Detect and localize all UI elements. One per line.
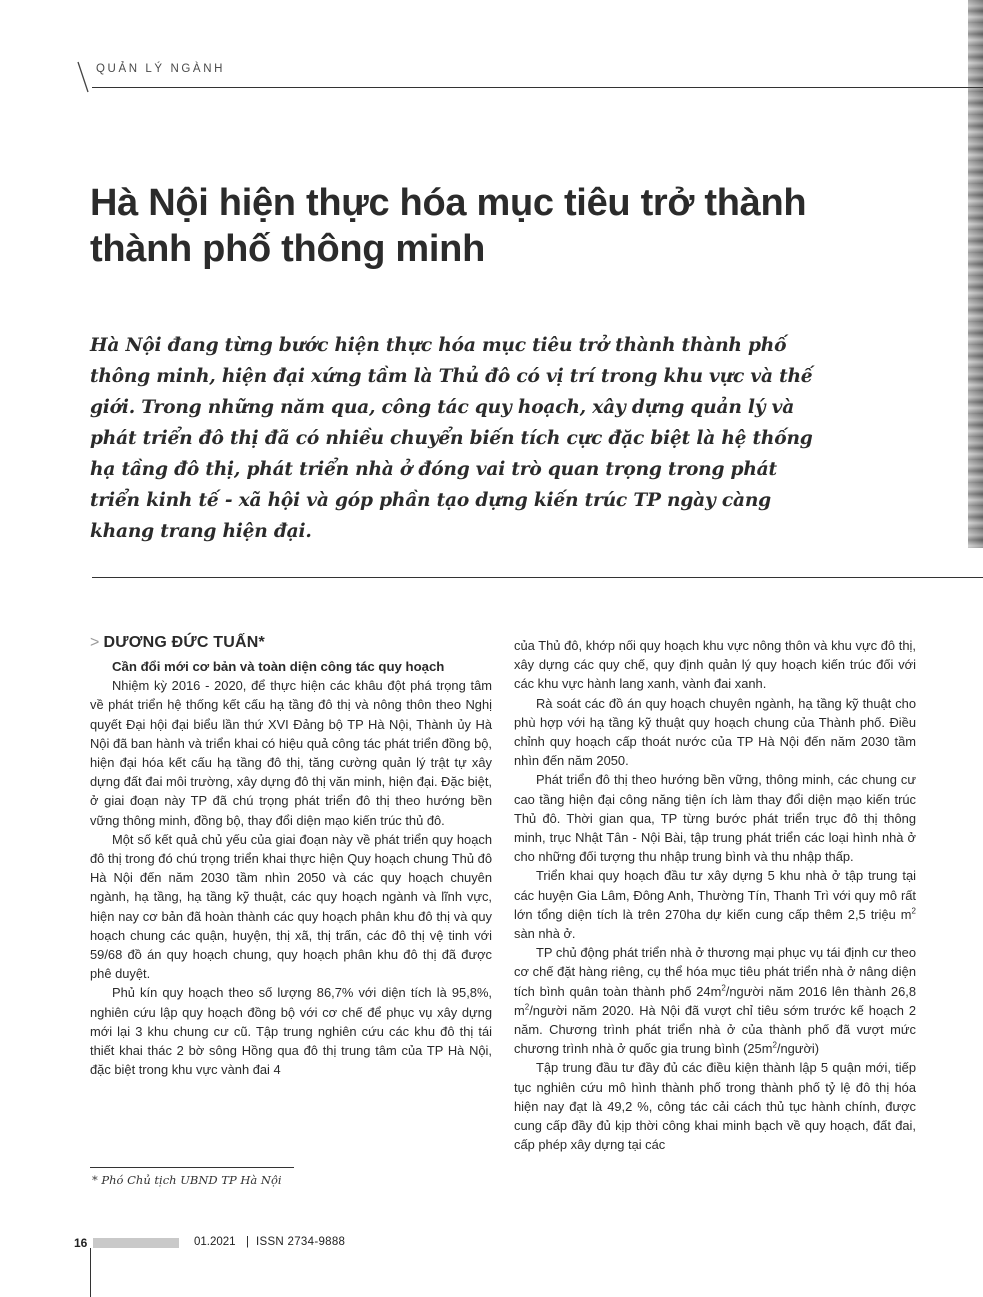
- body-paragraph: Rà soát các đồ án quy hoạch chuyên ngành, hạ tầng kỹ thuật cho phù hợp với hạ tầng kỹ thuật quy hoạch chung của Thành phố. Điều chỉnh quy hoạch cấp thoát nước của TP Hà Nội đến năm 2030 tầm nhìn đến năm 2050.: [514, 695, 916, 769]
- body-paragraph: của Thủ đô, khớp nối quy hoạch khu vực nông thôn và khu vực đô thị, xây dựng các quy chế, quy định quản lý quy hoạch kiến trúc đối với các khu vực hành lang xanh, vành đai xanh.: [514, 638, 916, 692]
- author-marker: >: [90, 634, 100, 651]
- body-paragraph: Một số kết quả chủ yếu của giai đoạn này về phát triển quy hoạch đô thị trong đó chú trọng triển khai thực hiện Quy hoạch chung Thủ đô Hà Nội đến năm 2030 tầm nhìn 2050 và các quy hoạch chuyên ngành, hạ tầng, hạ tầng kỹ thuật, các quy hoạch ngành và lĩnh vực, hiện nay cơ bản đã hoàn thành các quy hoạch phân khu đô thị và quy hoạch chung các quận, huyện, thị xã, thị trấn, các đô thị vệ tinh với 59/68 đồ án quy hoạch chung, quy hoạch phân khu đô thị đã được phê duyệt.: [90, 831, 492, 982]
- footnote: * Phó Chủ tịch UBND TP Hà Nội: [92, 1173, 282, 1187]
- section-subheading: Cần đổi mới cơ bản và toàn diện công tác quy hoạch: [112, 659, 445, 674]
- magazine-name-logo: [93, 1238, 179, 1248]
- author-name: DƯƠNG ĐỨC TUẤN*: [103, 634, 265, 651]
- issn: ISSN 2734-9888: [256, 1236, 346, 1248]
- body-paragraph: Phủ kín quy hoạch theo số lượng 86,7% với diện tích là 95,8%, nghiên cứu lập quy hoạch đồng bộ với cơ chế để phục vụ xây dựng mới lại 3 khu chung cư cũ. Tập trung nghiên cứu các khu đô thị tái thiết khai thác 2 bờ sông Hồng qua đô thị trung tâm của TP Hà Nội, đặc biệt trong khu vực vành đai 4: [90, 985, 492, 1078]
- footer-vertical-rule: [90, 1248, 91, 1297]
- body-paragraph: Nhiệm kỳ 2016 - 2020, để thực hiện các khâu đột phá trọng tâm về phát triển hệ thống kết cấu hạ tầng đô thị và nông thôn theo Nghị quyết Đại hội đại biểu lần thứ XVI Đảng bộ TP Hà Nội, Thành ủy Hà Nội đã ban hành và triển khai có hiệu quả công tác phát triển đồng bộ, hiện đại hóa kết cấu hạ tầng đô thị, tăng cường quản lý trật tự xây dựng đất đai môi trường, xây dựng đô thị văn minh, hiện đại. Đặc biệt, ở giai đoạn này TP đã chú trọng phát triển đô thị theo hướng bền vững thông minh, đồng bộ, thay đổi diện mạo kiến trúc thủ đô.: [90, 678, 492, 828]
- issue-date: 01.2021: [194, 1236, 236, 1248]
- article-lead: Hà Nội đang từng bước hiện thực hóa mục tiêu trở thành thành phố thông minh, hiện đại xứng tầm là Thủ đô có vị trí trong khu vực và thế giới. Trong những năm qua, công tác quy hoạch, xây dựng quản lý và phát triển đô thị đã có nhiều chuyển biến tích cực đặc biệt là hệ thống hạ tầng đô thị, phát triển nhà ở đóng vai trò quan trọng trong phát triển kinh tế - xã hội và góp phần tạo dựng kiến trúc TP ngày càng khang trang hiện đại.: [90, 335, 813, 542]
- body-paragraph: Phát triển đô thị theo hướng bền vững, thông minh, các chung cư cao tầng hiện đại công năng tiện ích làm thay đổi diện mạo kiến trúc Thủ đô. Thời gian qua, TP từng bước phát triển trục đô thị thông minh, trục Nhật Tân - Nội Bài, tập trung phát triển các loại hình nhà ở cho những đối tượng thu nhập trung bình và thu nhập thấp.: [514, 772, 916, 865]
- page-number: 16: [74, 1236, 88, 1250]
- header-rule: [92, 87, 983, 88]
- body-paragraph-housing: Triển khai quy hoạch đầu tư xây dựng 5 khu nhà ở tập trung tại các huyện Gia Lâm, Đông Anh, Thường Tín, Thanh Trì với quy mô rất lớn tổng diện tích là trên 270ha dự kiến cung cấp thêm 2,5 triệu $m^2$ sàn nhà ở.: [514, 868, 916, 942]
- section-slash-icon: [74, 60, 90, 94]
- body-column-right: [514, 636, 916, 1154]
- footer-separator: |: [246, 1236, 249, 1248]
- cover-photo-strip: [968, 0, 983, 548]
- body-paragraph-housing-area: TP chủ động phát triển nhà ở thương mại phục vụ tái định cư theo cơ chế đặt hàng riêng, cụ thể hóa mục tiêu phát triển nhà ở nâng diện tích bình quân toàn thành phố $24m^2$/người năm 2016 lên thành 26,8 $m^2$/người năm 2020. Hà Nội đã vượt chỉ tiêu sớm trước kế hoạch 2 năm. Chương trình phát triển nhà ở của thành phố đã vượt mức chương trình nhà ở quốc gia trung bình $(25m^2/người)$: [514, 945, 916, 1057]
- body-paragraph: Tập trung đầu tư đầy đủ các điều kiện thành lập 5 quận mới, tiếp tục nghiên cứu mô hình thành phố trong thành phố tỷ lệ đô thị hóa hiện nay đạt là 49,2 %, công tác cải cách thủ tục hành chính, được cung cấp đầy đủ kịp thời công khai minh bạch về quy hoạch, đất đai, cấp phép xây dựng tại các: [514, 1060, 916, 1153]
- section-label: QUẢN LÝ NGÀNH: [96, 63, 226, 75]
- footnote-rule: [90, 1167, 294, 1168]
- author-byline: [90, 634, 265, 652]
- lead-rule: [92, 577, 983, 578]
- body-column-left: [90, 657, 492, 1079]
- article-title: Hà Nội hiện thực hóa mục tiêu trở thành thành phố thông minh: [90, 182, 807, 270]
